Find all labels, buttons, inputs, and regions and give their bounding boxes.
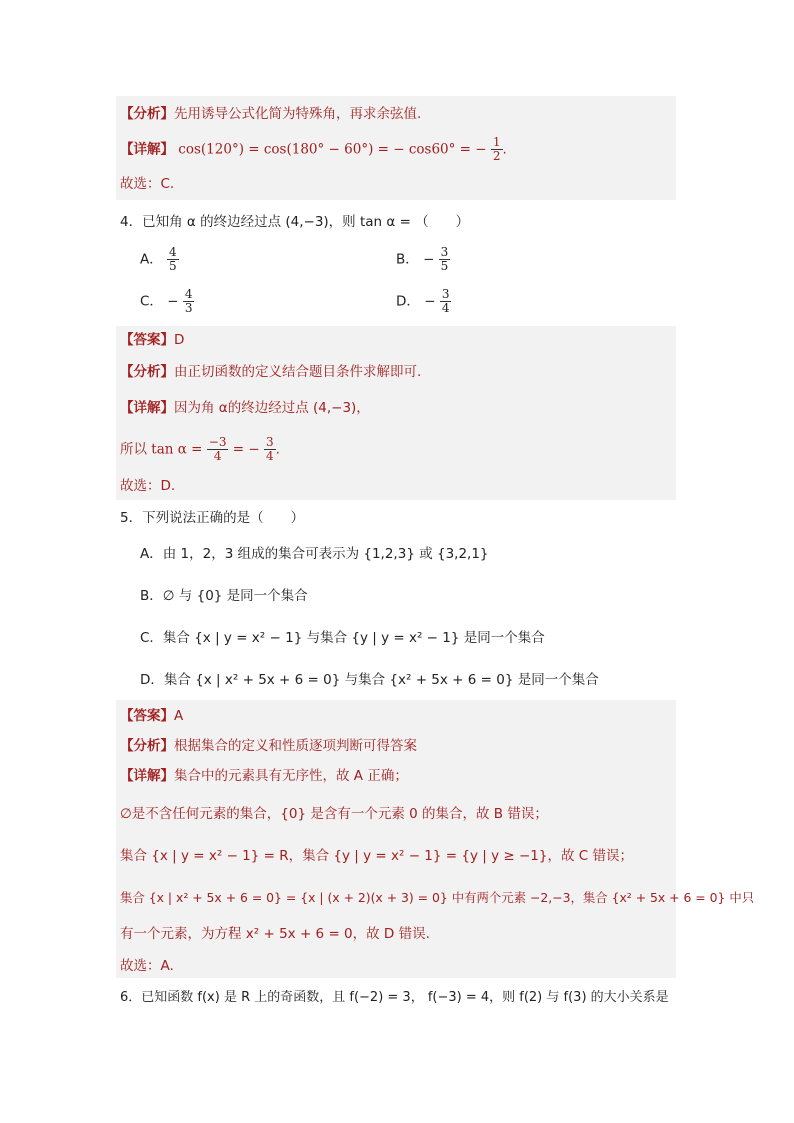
q4-detail-2 bbox=[120, 436, 280, 463]
q4-option-d bbox=[396, 288, 451, 315]
q5-option-d: D．集合 {x | x² + 5x + 6 = 0} 与集合 {x² + 5x + 6 = 0} 是同一个集合 bbox=[140, 672, 599, 688]
option-fraction bbox=[440, 288, 452, 315]
fraction-numerator: 3 bbox=[266, 435, 274, 449]
q4-detail bbox=[120, 398, 370, 418]
detail-fraction bbox=[491, 136, 503, 163]
q4-option-c bbox=[140, 288, 194, 315]
fraction-numerator: 4 bbox=[169, 245, 177, 259]
answer-value: D bbox=[174, 332, 185, 348]
analysis-text: 由正切函数的定义结合题目条件求解即可. bbox=[174, 364, 422, 380]
q5-option-c: C．集合 {x | y = x² − 1} 与集合 {y | y = x² − 1} 是同一个集合 bbox=[140, 630, 545, 646]
q5-detail-line-3: 集合 {x | y = x² − 1} = R，集合 {y | y = x² − 1} = {y | y ≥ −1}，故 C 错误； bbox=[120, 848, 633, 864]
q5-detail-line-5: 有一个元素，为方程 x² + 5x + 6 = 0，故 D 错误. bbox=[120, 926, 430, 942]
q5-option-b: B．∅ 与 {0} 是同一个集合 bbox=[140, 588, 308, 604]
detail-tag: 【详解】 bbox=[120, 400, 174, 416]
answer-value: A bbox=[174, 708, 184, 724]
fraction-denominator: 5 bbox=[169, 259, 177, 273]
detail-prefix: 所以 tan α = bbox=[120, 441, 203, 458]
option-fraction bbox=[167, 246, 179, 273]
option-sign: − bbox=[424, 293, 436, 310]
q3-choose: 故选：C. bbox=[120, 176, 175, 192]
q4-analysis bbox=[120, 362, 421, 382]
detail-text: 集合中的元素具有无序性，故 A 正确； bbox=[174, 768, 408, 784]
fraction-numerator: 4 bbox=[184, 287, 193, 301]
fraction-numerator: −3 bbox=[208, 435, 227, 449]
q4-choose: 故选：D. bbox=[120, 478, 176, 494]
option-label: B． bbox=[396, 251, 419, 268]
q4-answer bbox=[120, 330, 184, 350]
analysis-tag: 【分析】 bbox=[120, 364, 174, 380]
fraction-denominator: 5 bbox=[440, 259, 449, 273]
fraction-numerator: 3 bbox=[441, 287, 450, 301]
q5-answer bbox=[120, 706, 183, 726]
q5-option-a: A．由 1，2，3 组成的集合可表示为 {1,2,3} 或 {3,2,1} bbox=[140, 546, 489, 562]
detail-fraction-1 bbox=[207, 436, 229, 463]
fraction-numerator: 3 bbox=[440, 245, 449, 259]
detail-tag: 【详解】 bbox=[120, 768, 174, 784]
detail-fraction-2 bbox=[264, 436, 276, 463]
q5-detail-line-4: 集合 {x | x² + 5x + 6 = 0} = {x | (x + 2)(x + 3) = 0} 中有两个元素 −2,−3，集合 {x² + 5x + 6 = 0} 中只 bbox=[120, 890, 755, 905]
q4-option-b bbox=[396, 246, 450, 273]
q5-detail-line-1 bbox=[120, 766, 408, 786]
answer-tag: 【答案】 bbox=[120, 708, 174, 724]
option-fraction bbox=[439, 246, 451, 273]
option-label: C． bbox=[140, 293, 163, 310]
option-sign: − bbox=[423, 251, 435, 268]
detail-end: . bbox=[275, 441, 280, 458]
q3-detail: 【详解】 cos(120°) = cos(180° − 60°) = − cos60° = − $\frac{1}{2}$ . bbox=[120, 135, 507, 163]
detail-tag: 【详解】 bbox=[120, 141, 174, 158]
detail-expression: cos(120°) = cos(180° − 60°) = − cos60° = − bbox=[178, 141, 487, 158]
q4-stem: 4．已知角 α 的终边经过点 (4,−3)，则 tan α = （ ） bbox=[120, 214, 470, 230]
analysis-tag: 【分析】 bbox=[120, 738, 174, 754]
option-fraction bbox=[183, 288, 195, 315]
fraction-denominator: 4 bbox=[213, 449, 222, 463]
detail-mid: = − bbox=[232, 441, 260, 458]
q5-choose: 故选：A. bbox=[120, 958, 174, 974]
q5-stem: 5．下列说法正确的是（ ） bbox=[120, 510, 305, 526]
detail-text: 因为角 α的终边经过点 (4,−3)， bbox=[174, 400, 370, 416]
analysis-tag: 【分析】 bbox=[120, 106, 174, 122]
analysis-text: 根据集合的定义和性质逐项判断可得答案 bbox=[174, 738, 417, 754]
option-sign: − bbox=[167, 293, 179, 310]
analysis-text: 先用诱导公式化简为特殊角，再求余弦值. bbox=[174, 106, 422, 122]
q3-analysis bbox=[120, 104, 421, 124]
q4-option-a bbox=[140, 246, 179, 273]
fraction-denominator: 4 bbox=[266, 449, 274, 463]
fraction-numerator: 1 bbox=[492, 135, 501, 149]
q5-analysis bbox=[120, 736, 417, 756]
answer-tag: 【答案】 bbox=[120, 332, 174, 348]
q5-detail-line-2: ∅是不含任何元素的集合，{0} 是含有一个元素 0 的集合，故 B 错误； bbox=[120, 806, 548, 822]
fraction-denominator: 2 bbox=[492, 149, 501, 163]
fraction-denominator: 3 bbox=[184, 301, 193, 315]
option-label: A． bbox=[140, 251, 163, 268]
option-label: D． bbox=[396, 293, 420, 310]
fraction-denominator: 4 bbox=[441, 301, 450, 315]
q6-stem: 6．已知函数 f(x) 是 R 上的奇函数，且 f(−2) = 3， f(−3) = 4，则 f(2) 与 f(3) 的大小关系是 bbox=[120, 990, 669, 1005]
